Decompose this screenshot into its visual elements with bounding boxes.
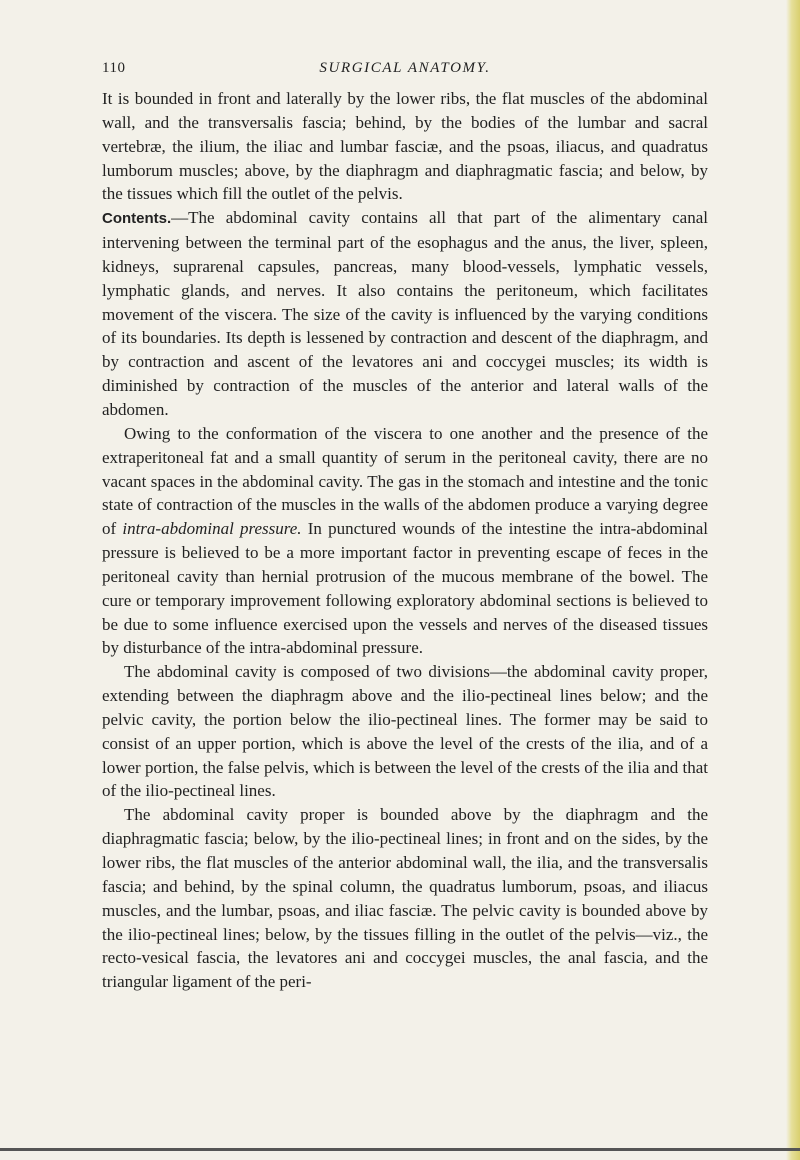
paragraph-divisions: The abdominal cavity is composed of two divisions—the abdominal cavity proper, extending between the diaphragm above and the ilio-pectineal lines below; and the pelvic cavity, the portion below the ilio-pectineal lines. The former may be said to consist of an upper portion, which is above the level of the crests of the ilia, and of a lower portion, the false pelvis, which is between the level of the crests of the ilia and that of the ilio-pectineal lines.	[102, 662, 708, 801]
paragraph-pressure	[102, 422, 708, 660]
page-number: 110	[102, 60, 126, 76]
body-text	[102, 87, 708, 994]
paragraph-cavity-proper: The abdominal cavity proper is bounded above by the diaphragm and the diaphragmatic fascia; below, by the ilio-pectineal lines; in front and on the sides, by the lower ribs, the flat muscles of the anterior abdominal wall, the ilia, and the transversalis fascia; and behind, by the spinal column, the quadratus lumborum, psoas, and iliacus muscles, and the lumbar, psoas, and iliac fasciæ. The pelvic cavity is bounded above by the ilio-pectineal lines; below, by the tissues filling in the outlet of the pelvis—viz., the recto-vesical fascia, the levatores ani and coccygei muscles, the anal fascia, and the triangular ligament of the peri-	[102, 805, 708, 992]
page-header	[102, 60, 708, 84]
paragraph-contents	[102, 206, 708, 422]
bottom-rule	[0, 1148, 800, 1151]
running-head: SURGICAL ANATOMY.	[319, 60, 491, 76]
paragraph-pressure-text-before: Owing to the conformation of the viscera to one another and the presence of the extraperitoneal fat and a small quantity of serum in the peritoneal cavity, there are no vacant spaces in the abdominal cavity. The gas in the stomach and intestine and the tonic state of contraction of the muscles in the walls of the abdomen produce a varying degree of	[102, 423, 708, 539]
emphasis-intra-abdominal-pressure: intra-abdominal pressure.	[122, 519, 302, 539]
section-heading-contents: Contents.	[102, 210, 172, 228]
page-edge	[786, 0, 800, 1160]
paragraph-pressure-text-after: In punctured wounds of the intestine the intra-abdominal pressure is believed to be a more important factor in preventing escape of feces in the peritoneal cavity than hernial protrusion of the mucous membrane of the bowel. The cure or temporary improvement following exploratory abdominal sections is believed to be due to some influence exercised upon the vessels and nerves of the diseased tissues by disturbance of the intra-abdominal pressure.	[102, 519, 708, 658]
paragraph-boundaries: It is bounded in front and laterally by the lower ribs, the flat muscles of the abdominal wall, and the transversalis fascia; behind, by the bodies of the lumbar and sacral vertebræ, the ilium, the iliac and lumbar fasciæ, and the psoas, iliacus, and quadratus lumborum muscles; above, by the diaphragm and diaphragmatic fascia; and below, by the tissues which fill the outlet of the pelvis.	[102, 89, 708, 204]
paragraph-contents-text: —The abdominal cavity contains all that part of the alimentary canal intervening between the terminal part of the esophagus and the anus, the liver, spleen, kidneys, suprarenal capsules, pancreas, many blood-vessels, lymphatic vessels, lymphatic glands, and nerves. It also contains the peritoneum, which facilitates movement of the viscera. The size of the cavity is influenced by the varying conditions of its boundaries. Its depth is lessened by contraction and descent of the diaphragm, and by contraction and ascent of the levatores ani and coccygei muscles; its width is diminished by contraction of the muscles of the anterior and lateral walls of the abdomen.	[102, 208, 708, 419]
